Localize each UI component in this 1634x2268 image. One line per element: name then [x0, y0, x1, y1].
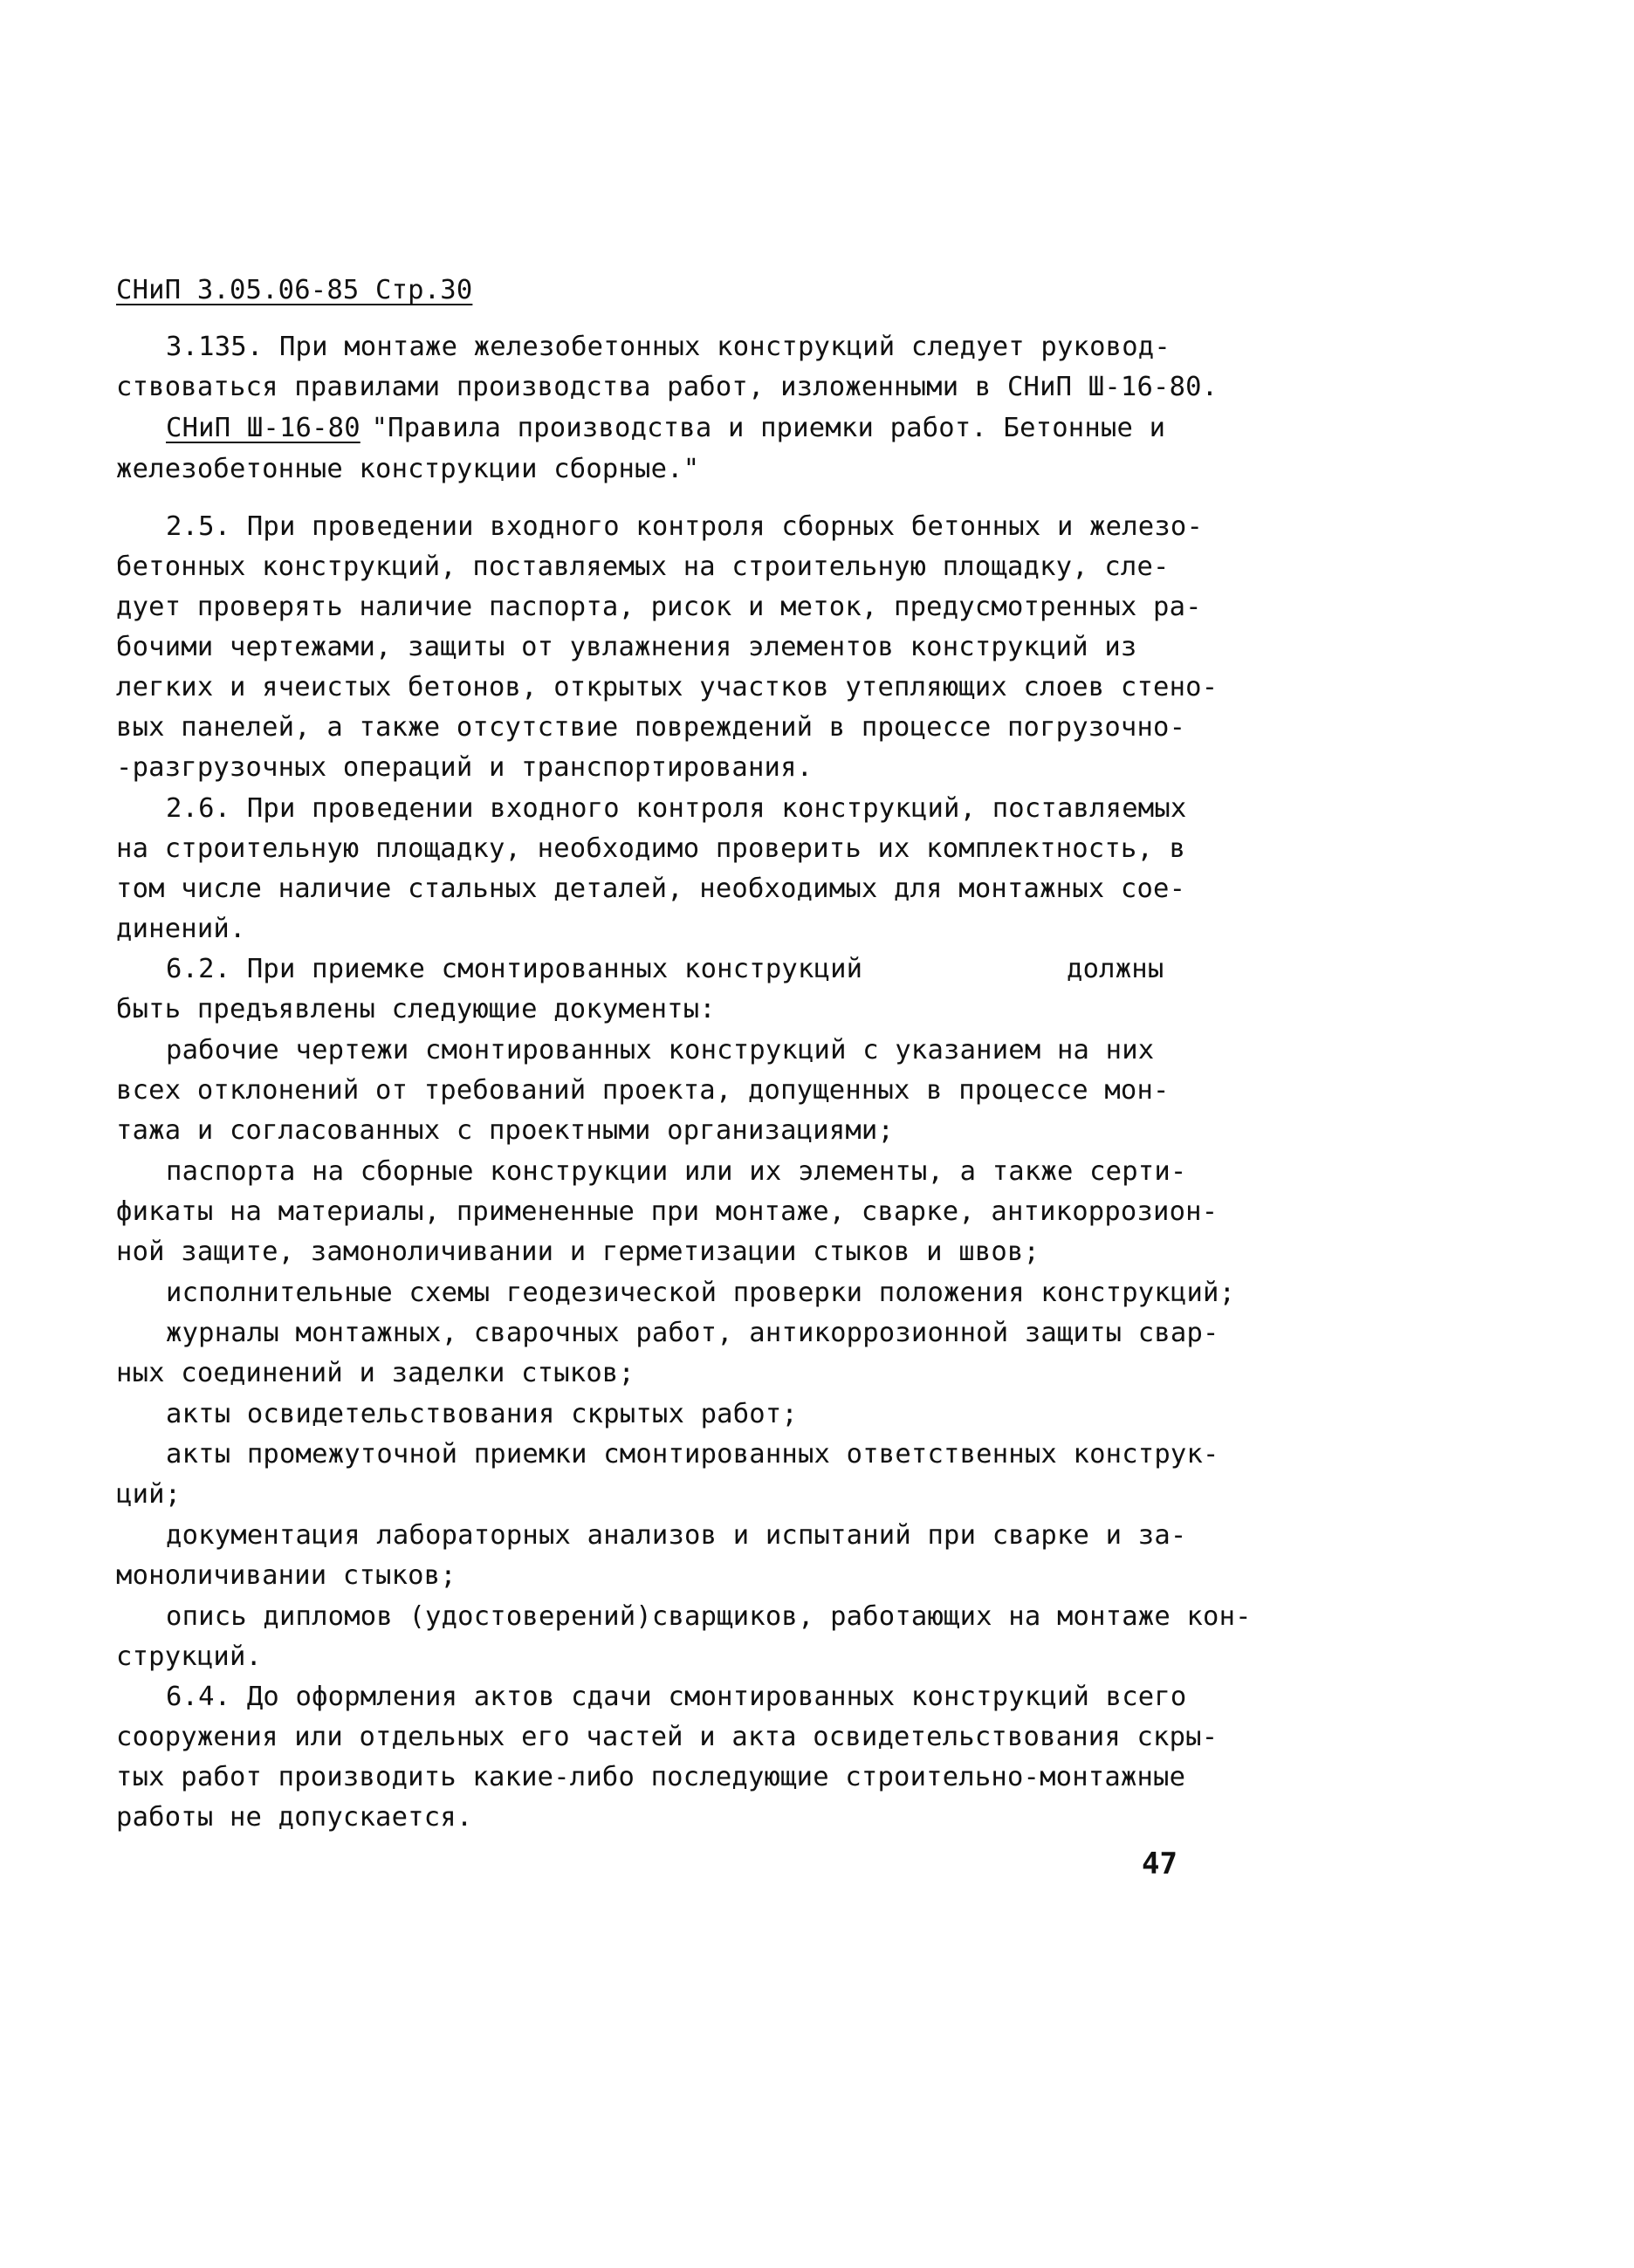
text-line: бетонных конструкций, поставляемых на строительную площадку, сле-	[116, 552, 1170, 582]
text-line: -разгрузочных операций и транспортирования.	[116, 752, 814, 783]
list-item: журналы монтажных, сварочных работ, антикоррозионной защиты свар-	[166, 1318, 1219, 1348]
text-line: 6.2. При приемке смонтированных конструкций	[166, 954, 863, 984]
text-line: ной защите, замоноличивании и герметизации стыков и швов;	[116, 1237, 1040, 1267]
list-item: акты освидетельствования скрытых работ;	[166, 1399, 798, 1429]
text-line: на строительную площадку, необходимо проверить их комплектность, в	[116, 833, 1186, 864]
text-line: работы не допускается.	[116, 1802, 473, 1833]
list-item: рабочие чертежи смонтированных конструкций с указанием на них	[166, 1035, 1155, 1065]
text-line: 2.6. При проведении входного контроля конструкций, поставляемых	[166, 793, 1187, 824]
text-line: фикаты на материалы, примененные при монтаже, сварке, антикоррозион-	[116, 1196, 1219, 1227]
text-line: ций;	[116, 1479, 182, 1510]
page-number: 47	[1142, 1847, 1177, 1881]
text-line: вых панелей, а также отсутствие повреждений в процессе погрузочно-	[116, 712, 1186, 743]
text-line: динений.	[116, 914, 246, 944]
text-line: "Правила производства и приемки работ. Бетонные и	[355, 413, 1166, 443]
text-line: должны	[1067, 954, 1164, 984]
text-line: железобетонные конструкции сборные."	[116, 454, 700, 484]
text-line: сооружения или отдельных его частей и акта освидетельствования скры-	[116, 1722, 1219, 1752]
list-item: акты промежуточной приемки смонтированных ответственных конструк-	[166, 1439, 1219, 1470]
text-line: дует проверять наличие паспорта, рисок и меток, предусмотренных ра-	[116, 592, 1202, 622]
list-item: документация лабораторных анализов и испытаний при сварке и за-	[166, 1520, 1187, 1551]
text-line: тых работ производить какие-либо последующие строительно-монтажные	[116, 1762, 1186, 1792]
text-line: легких и ячеистых бетонов, открытых участков утепляющих слоев стено-	[116, 672, 1219, 702]
text-line: тажа и согласованных с проектными организациями;	[116, 1115, 895, 1146]
text-line: струкций.	[116, 1641, 263, 1672]
text-line: бочими чертежами, защиты от увлажнения элементов конструкций из	[116, 632, 1137, 662]
text-line: моноличивании стыков;	[116, 1560, 457, 1591]
text-line: 3.135. При монтаже железобетонных конструкций следует руковод-	[166, 332, 1171, 362]
list-item: паспорта на сборные конструкции или их элементы, а также серти-	[166, 1156, 1187, 1187]
text-line: ных соединений и заделки стыков;	[116, 1358, 635, 1388]
text-line: ствоваться правилами производства работ, изложенными в СНиП Ш-16-80.	[116, 372, 1219, 402]
text-line: 6.4. До оформления актов сдачи смонтированных конструкций всего	[166, 1682, 1187, 1712]
text-line: 2.5. При проведении входного контроля сборных бетонных и железо-	[166, 511, 1204, 542]
list-item: опись дипломов (удостоверений)сварщиков, работающих на монтаже кон-	[166, 1601, 1252, 1632]
reference-code: СНиП Ш-16-80	[166, 413, 360, 443]
list-item: исполнительные схемы геодезической проверки положения конструкций;	[166, 1278, 1236, 1308]
page-header: СНиП 3.05.06-85 Стр.30	[116, 275, 473, 305]
text-line: быть предъявлены следующие документы:	[116, 994, 716, 1024]
text-line: всех отклонений от требований проекта, допущенных в процессе мон-	[116, 1075, 1170, 1106]
text-line: том числе наличие стальных деталей, необходимых для монтажных сое-	[116, 874, 1186, 904]
